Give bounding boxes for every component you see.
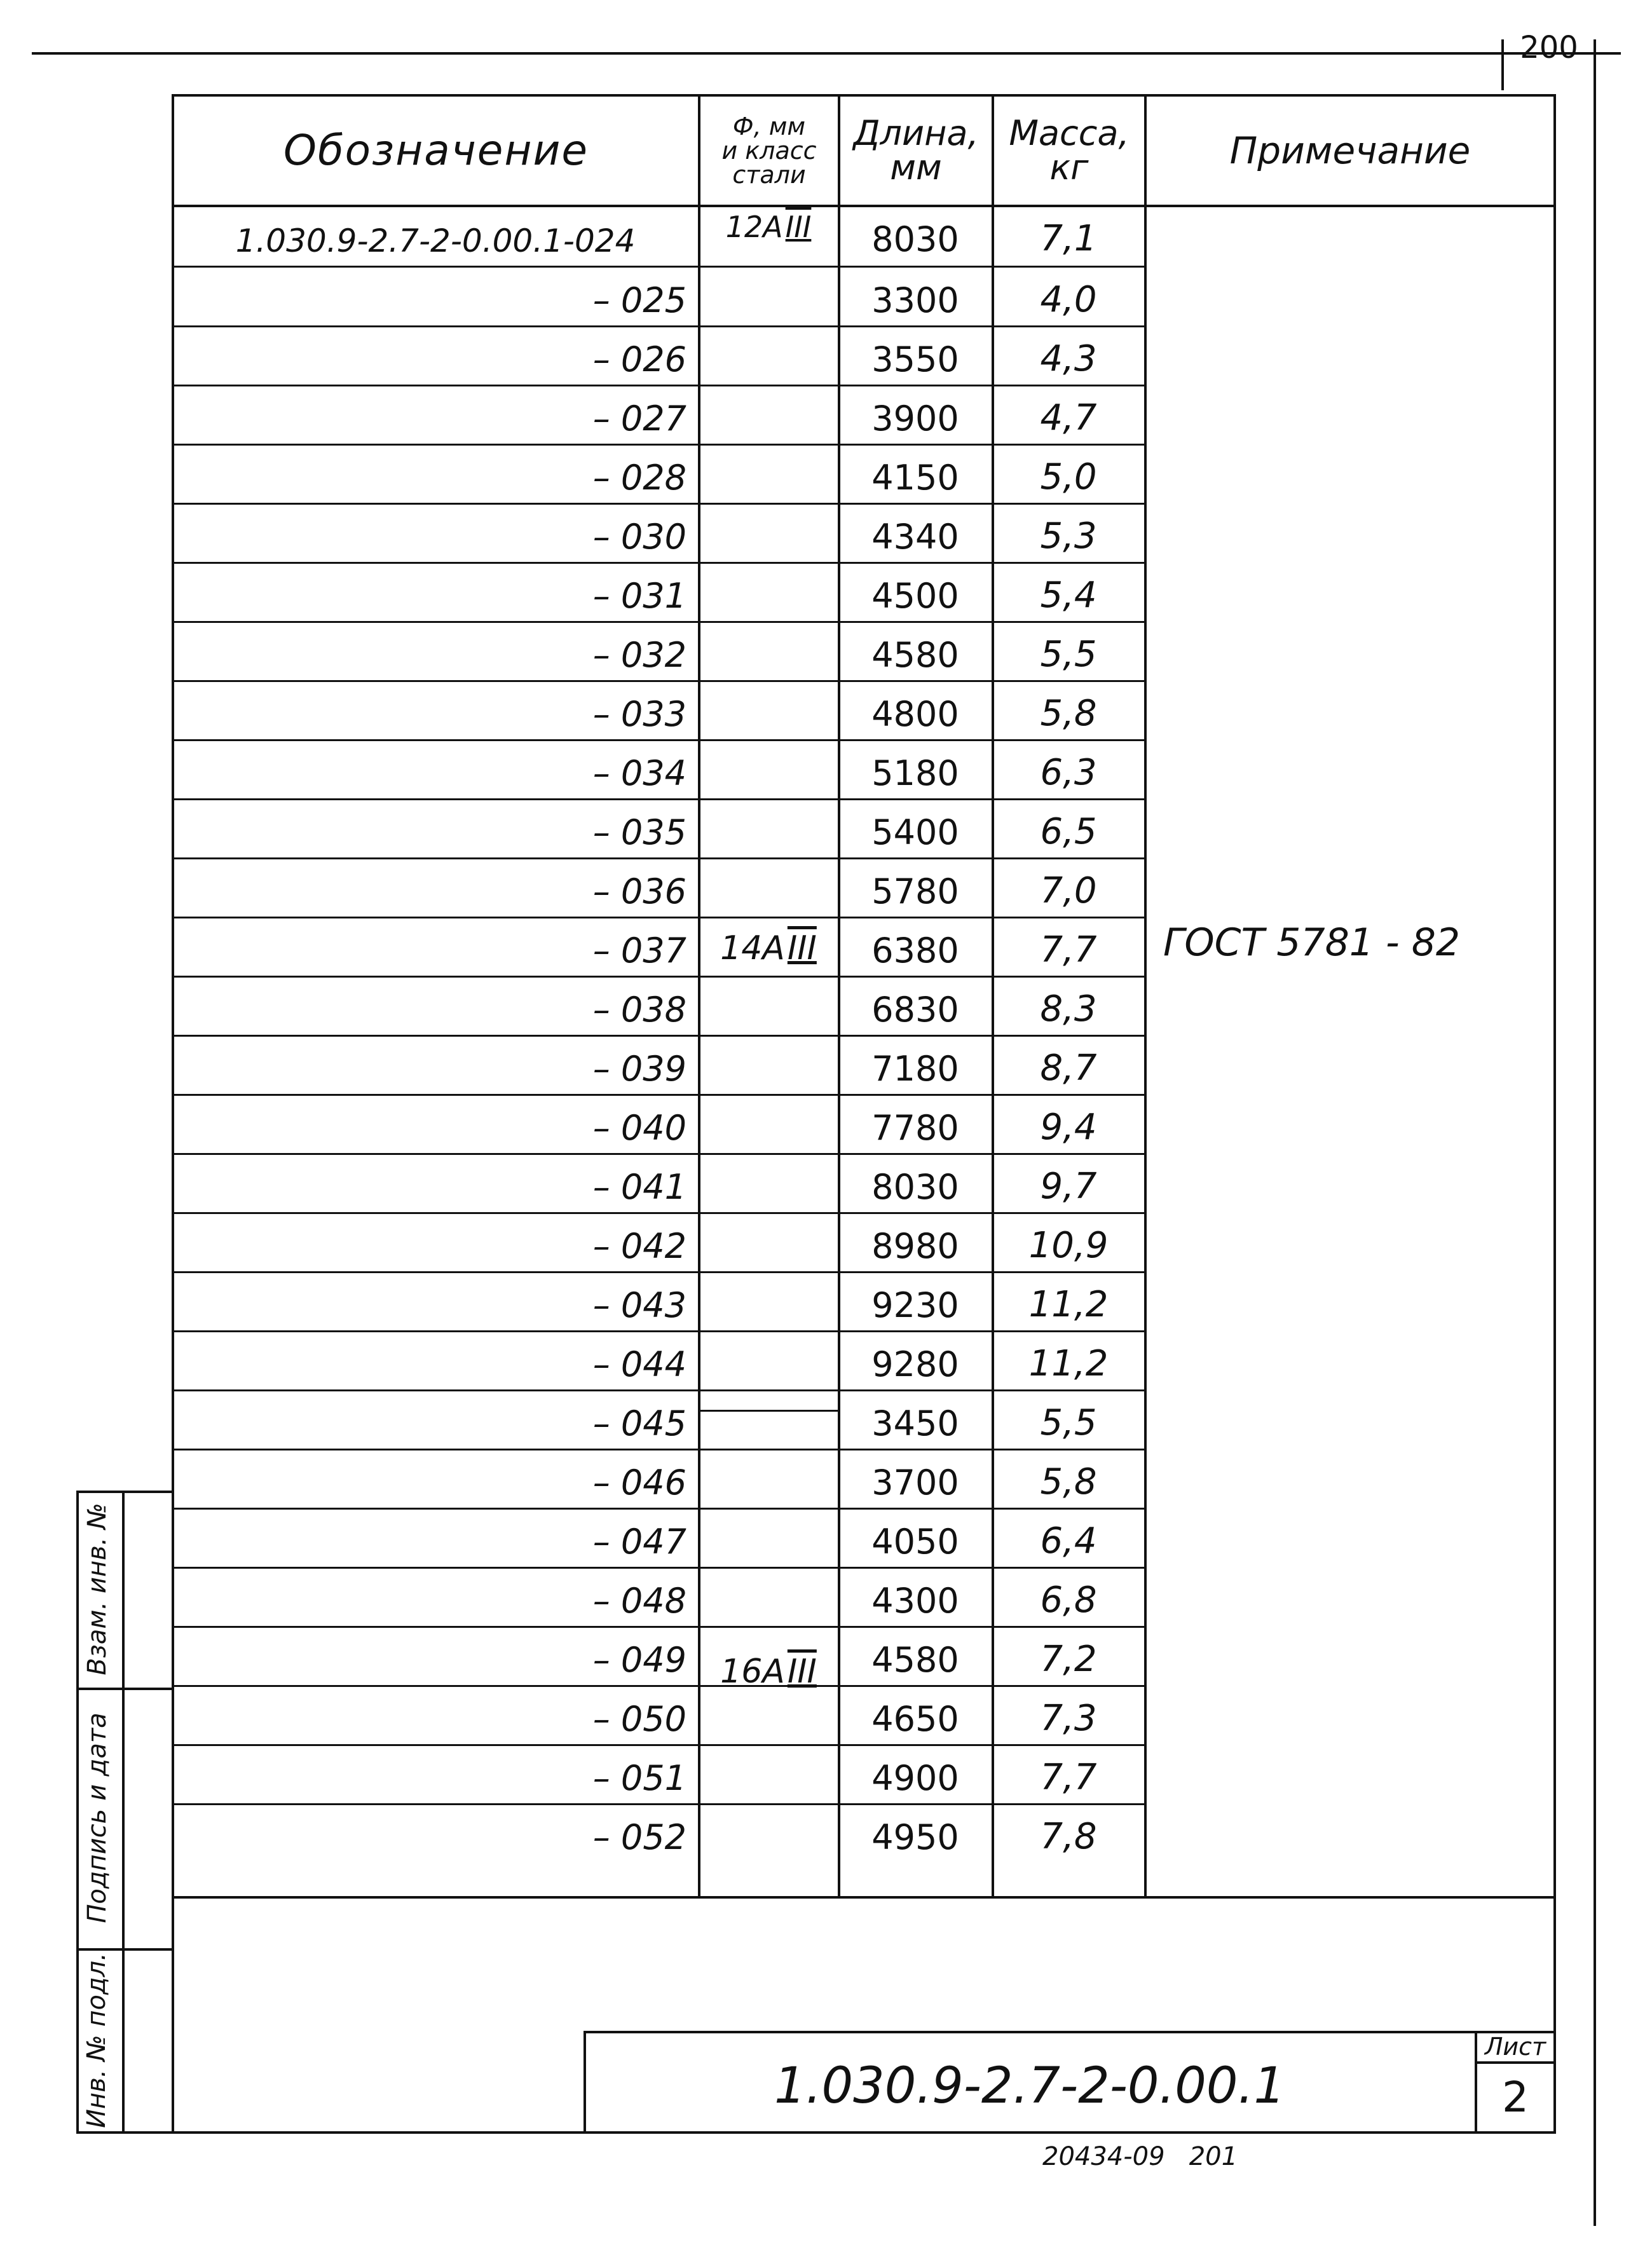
header-designation [174, 97, 698, 205]
title-block-sheet-label: Лист [1484, 2033, 1546, 2061]
steel-group-2-class: III [787, 929, 817, 967]
row-designation: – 028 [592, 458, 686, 498]
row-mass: 11,2 [1028, 1343, 1109, 1384]
note-gost: ГОСТ 5781 - 82 [1163, 920, 1461, 965]
row-mass: 5,8 [1040, 693, 1097, 734]
row-mass: 6,4 [1040, 1520, 1097, 1562]
row-length: 4300 [871, 1581, 959, 1621]
row-designation: – 044 [592, 1344, 686, 1384]
steel-group-sep-2 [698, 1410, 839, 1412]
row-mass: 5,5 [1040, 1402, 1097, 1443]
row-mass: 11,2 [1028, 1284, 1109, 1325]
row-length: 5180 [871, 753, 959, 793]
row-designation: – 052 [592, 1817, 686, 1857]
row-designation: – 026 [592, 339, 686, 379]
row-mass: 6,5 [1040, 811, 1097, 852]
row-mass: 5,8 [1040, 1461, 1097, 1503]
row-designation: – 043 [592, 1285, 686, 1325]
row-designation: – 051 [592, 1758, 686, 1798]
row-designation: 1.030.9-2.7-2-0.00.1-024 [235, 222, 636, 259]
steel-group-3-grade: 16А [720, 1653, 785, 1691]
row-length: 4900 [871, 1758, 959, 1798]
row-mass: 6,3 [1040, 752, 1097, 793]
header-length-line-1: Длина, [853, 113, 979, 153]
header-diameter-class [700, 97, 838, 205]
row-length: 4500 [871, 576, 959, 616]
row-mass: 7,8 [1040, 1816, 1097, 1857]
row-designation: – 048 [592, 1581, 686, 1621]
row-length: 7180 [871, 1049, 959, 1089]
title-block-sheet-number: 2 [1502, 2073, 1529, 2122]
row-designation: – 050 [592, 1699, 686, 1739]
row-length: 4050 [871, 1522, 959, 1562]
header-length-line-2: мм [890, 147, 942, 188]
row-length: 4800 [871, 694, 959, 734]
row-designation: – 041 [592, 1167, 686, 1207]
frame-left [172, 94, 174, 2131]
row-mass: 8,3 [1040, 988, 1097, 1030]
row-designation: – 046 [592, 1463, 686, 1503]
row-mass: 5,5 [1040, 634, 1097, 675]
header-designation-text: Обозначение [283, 126, 589, 175]
row-mass: 5,0 [1040, 456, 1097, 498]
steel-group-2-grade: 14А [720, 929, 785, 967]
row-length: 3900 [871, 399, 959, 439]
row-mass: 7,7 [1040, 1757, 1097, 1798]
row-designation: – 042 [592, 1226, 686, 1266]
title-block-left [584, 2031, 586, 2133]
row-mass: 4,7 [1040, 397, 1097, 439]
row-mass: 4,3 [1040, 338, 1097, 379]
col-sep-mass [1144, 94, 1147, 1896]
steel-group-3 [702, 1653, 835, 1691]
row-mass: 9,4 [1040, 1107, 1097, 1148]
row-mass: 4,0 [1040, 279, 1097, 320]
corner-box-left [1501, 39, 1504, 90]
row-designation: – 030 [592, 517, 686, 557]
row-mass: 9,7 [1040, 1166, 1097, 1207]
stamp-field-1: Инв. № подл. [82, 1953, 111, 2128]
row-mass: 7,2 [1040, 1639, 1097, 1680]
header-diameter-line-3: стали [732, 161, 806, 189]
row-length: 3700 [871, 1463, 959, 1503]
header-diameter-line-2: и класс [721, 137, 817, 165]
row-mass: 8,7 [1040, 1048, 1097, 1089]
steel-group-1-class: III [785, 210, 812, 244]
row-length: 6380 [871, 931, 959, 971]
title-block-top [584, 2031, 1556, 2033]
stamp-field-2: Подпись и дата [83, 1712, 112, 1923]
header-diameter-line-1: Ф, мм [732, 113, 806, 140]
row-length: 5780 [871, 871, 959, 911]
corner-box-right [1594, 39, 1596, 2226]
steel-group-3-class: III [787, 1653, 817, 1691]
row-designation: – 038 [592, 990, 686, 1030]
row-designation: – 039 [592, 1049, 686, 1089]
row-length: 4580 [871, 635, 959, 675]
steel-group-2 [702, 929, 835, 967]
row-designation: – 035 [592, 812, 686, 852]
row-designation: – 036 [592, 871, 686, 911]
corner-sheet-number: 200 [1520, 30, 1578, 65]
frame-right [1553, 94, 1556, 2131]
row-length: 8030 [871, 1167, 959, 1207]
row-designation: – 027 [592, 399, 686, 439]
row-mass: 7,1 [1040, 218, 1097, 259]
row-length: 4580 [871, 1640, 959, 1680]
row-length: 6830 [871, 990, 959, 1030]
header-note-text: Примечание [1229, 129, 1471, 172]
archive-number: 20434-09 201 [1042, 2142, 1238, 2171]
row-designation: – 037 [592, 931, 686, 971]
row-length: 3450 [871, 1403, 959, 1443]
table-bottom-line [172, 1896, 1556, 1899]
row-length: 4950 [871, 1817, 959, 1857]
title-block-code: 1.030.9-2.7-2-0.00.1 [774, 2058, 1285, 2115]
row-length: 3300 [871, 280, 959, 320]
steel-group-1 [702, 210, 835, 244]
row-designation: – 034 [592, 753, 686, 793]
row-length: 9280 [871, 1344, 959, 1384]
row-mass: 7,7 [1040, 929, 1097, 971]
row-length: 4150 [871, 458, 959, 498]
row-length: 9230 [871, 1285, 959, 1325]
title-block-sheet-line [1475, 2061, 1556, 2064]
stamp-field-3: Взам. инв. № [83, 1503, 112, 1675]
row-designation: – 047 [592, 1522, 686, 1562]
row-mass: 6,8 [1040, 1580, 1097, 1621]
frame-bottom [76, 2131, 1556, 2134]
row-mass: 5,4 [1040, 575, 1097, 616]
row-designation: – 032 [592, 635, 686, 675]
row-mass: 5,3 [1040, 515, 1097, 557]
header-mass-line-2: кг [1049, 147, 1089, 188]
top-border-line [32, 52, 1621, 55]
row-designation: – 040 [592, 1108, 686, 1148]
stamp-sep-1 [76, 1688, 172, 1690]
steel-group-1-grade: 12А [725, 210, 783, 244]
row-length: 4650 [871, 1699, 959, 1739]
row-mass: 7,3 [1040, 1698, 1097, 1739]
stamp-top [76, 1491, 172, 1493]
header-mass [994, 97, 1144, 205]
row-length: 5400 [871, 812, 959, 852]
row-mass: 7,0 [1040, 870, 1097, 911]
row-length: 8980 [871, 1226, 959, 1266]
row-designation: – 049 [592, 1640, 686, 1680]
row-length: 8030 [871, 219, 959, 259]
header-length [840, 97, 992, 205]
row-length: 3550 [871, 339, 959, 379]
row-designation: – 033 [592, 694, 686, 734]
header-mass-line-1: Масса, [1009, 113, 1130, 153]
row-designation: – 025 [592, 280, 686, 320]
row-mass: 10,9 [1028, 1225, 1109, 1266]
stamp-inner [122, 1491, 125, 2133]
row-length: 7780 [871, 1108, 959, 1148]
row-designation: – 045 [592, 1403, 686, 1443]
row-designation: – 031 [592, 576, 686, 616]
row-length: 4340 [871, 517, 959, 557]
header-note [1147, 97, 1553, 205]
